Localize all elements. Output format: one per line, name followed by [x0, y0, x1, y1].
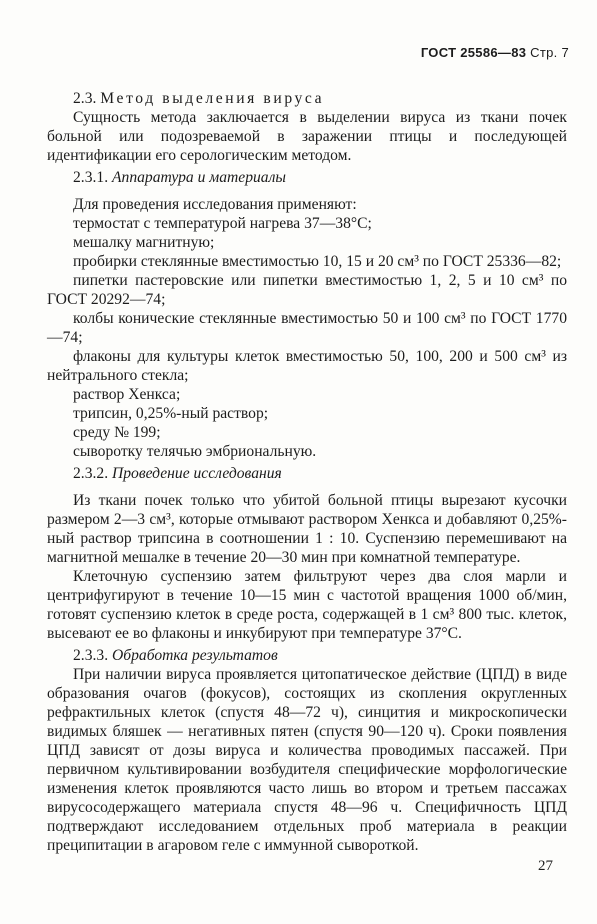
- page-number: 27: [538, 858, 553, 874]
- equipment-item: термостат с температурой нагрева 37—38°С;: [73, 215, 372, 232]
- results-paragraph: При наличии вируса проявляется цитопатическое действие (ЦПД) в виде образования очагов (фокусов), состоящих из скопления округленных рефрактильных клеток (спустя 48—72 ч), синцития и микроскопически видимых бляшек — негативных пятен (спустя 90—120 ч). Сроки появления ЦПД зависят от дозы вируса и количества проводимых пассажей. При первичном культивировании возбудителя специфические морфологические изменения клеток проявляются часто лишь во втором и третьем пассажах вирусосодержащего материала спустя 48—96 ч. Специфичность ЦПД подтверждают исследованием отдельных проб материала в реакции преципитации в агаровом геле с иммунной сывороткой.: [47, 666, 567, 854]
- equipment-item: флаконы для культуры клеток вместимостью 50, 100, 200 и 500 см³ из нейтрального стекла;: [47, 348, 567, 384]
- section-2-3-1-heading: [47, 168, 567, 187]
- equipment-item: колбы конические стеклянные вместимостью 50 и 100 см³ по ГОСТ 1770—74;: [47, 310, 567, 346]
- procedure-paragraph-2: Клеточную суспензию затем фильтруют через два слоя марли и центрифугируют в течение 10—15 мин с частотой вращения 1000 об/мин, готовят суспензию клеток в среде роста, содержащей в 1 см³ 800 тыс. клеток, высевают ее во флаконы и инкубируют при температуре 37°С.: [47, 568, 567, 642]
- equipment-item: сыворотку телячью эмбриональную.: [73, 443, 317, 460]
- section-2-3-2-heading: [47, 464, 567, 483]
- running-header: [421, 45, 569, 60]
- section-number: 2.3.3.: [73, 647, 109, 664]
- section-number: 2.3.2.: [73, 465, 109, 482]
- section-2-3-3-heading: [47, 646, 567, 665]
- section-number: 2.3.1.: [73, 169, 109, 186]
- equipment-item: раствор Хенкса;: [73, 386, 181, 403]
- document-body: [47, 86, 567, 855]
- section-title: Проведение исследования: [112, 465, 282, 482]
- section-2-3-body: Сущность метода заключается в выделении вируса из ткани почек больной или подозреваемой в заражении птицы и последующей идентификации его серологическим методом.: [47, 109, 567, 164]
- equipment-item: трипсин, 0,25%-ный раствор;: [73, 405, 269, 422]
- procedure-paragraph-1: Из ткани почек только что убитой больной птицы вырезают кусочки размером 2—3 см³, которые отмывают раствором Хенкса и добавляют 0,25%-ный раствор трипсина в соотношении 1 : 10. Суспензию перемешивают на магнитной мешалке в течение 20—30 мин при комнатной температуре.: [47, 492, 567, 566]
- section-2-3-heading: [47, 89, 567, 108]
- section-title: Обработка результатов: [112, 647, 278, 664]
- equipment-item: мешалку магнитную;: [73, 234, 215, 251]
- page-label: Стр. 7: [530, 45, 569, 60]
- equipment-item: пипетки пастеровские или пипетки вместимостью 1, 2, 5 и 10 см³ по ГОСТ 20292—74;: [47, 272, 567, 308]
- equipment-item: среду № 199;: [73, 424, 161, 441]
- equipment-intro: Для проведения исследования применяют:: [73, 196, 357, 213]
- section-title: Метод выделения вируса: [100, 90, 325, 107]
- standard-code: ГОСТ 25586—83: [420, 45, 527, 60]
- equipment-item: пробирки стеклянные вместимостью 10, 15 и 20 см³ по ГОСТ 25336—82;: [73, 253, 562, 270]
- section-title: Аппаратура и материалы: [112, 169, 286, 186]
- section-number: 2.3.: [73, 90, 97, 107]
